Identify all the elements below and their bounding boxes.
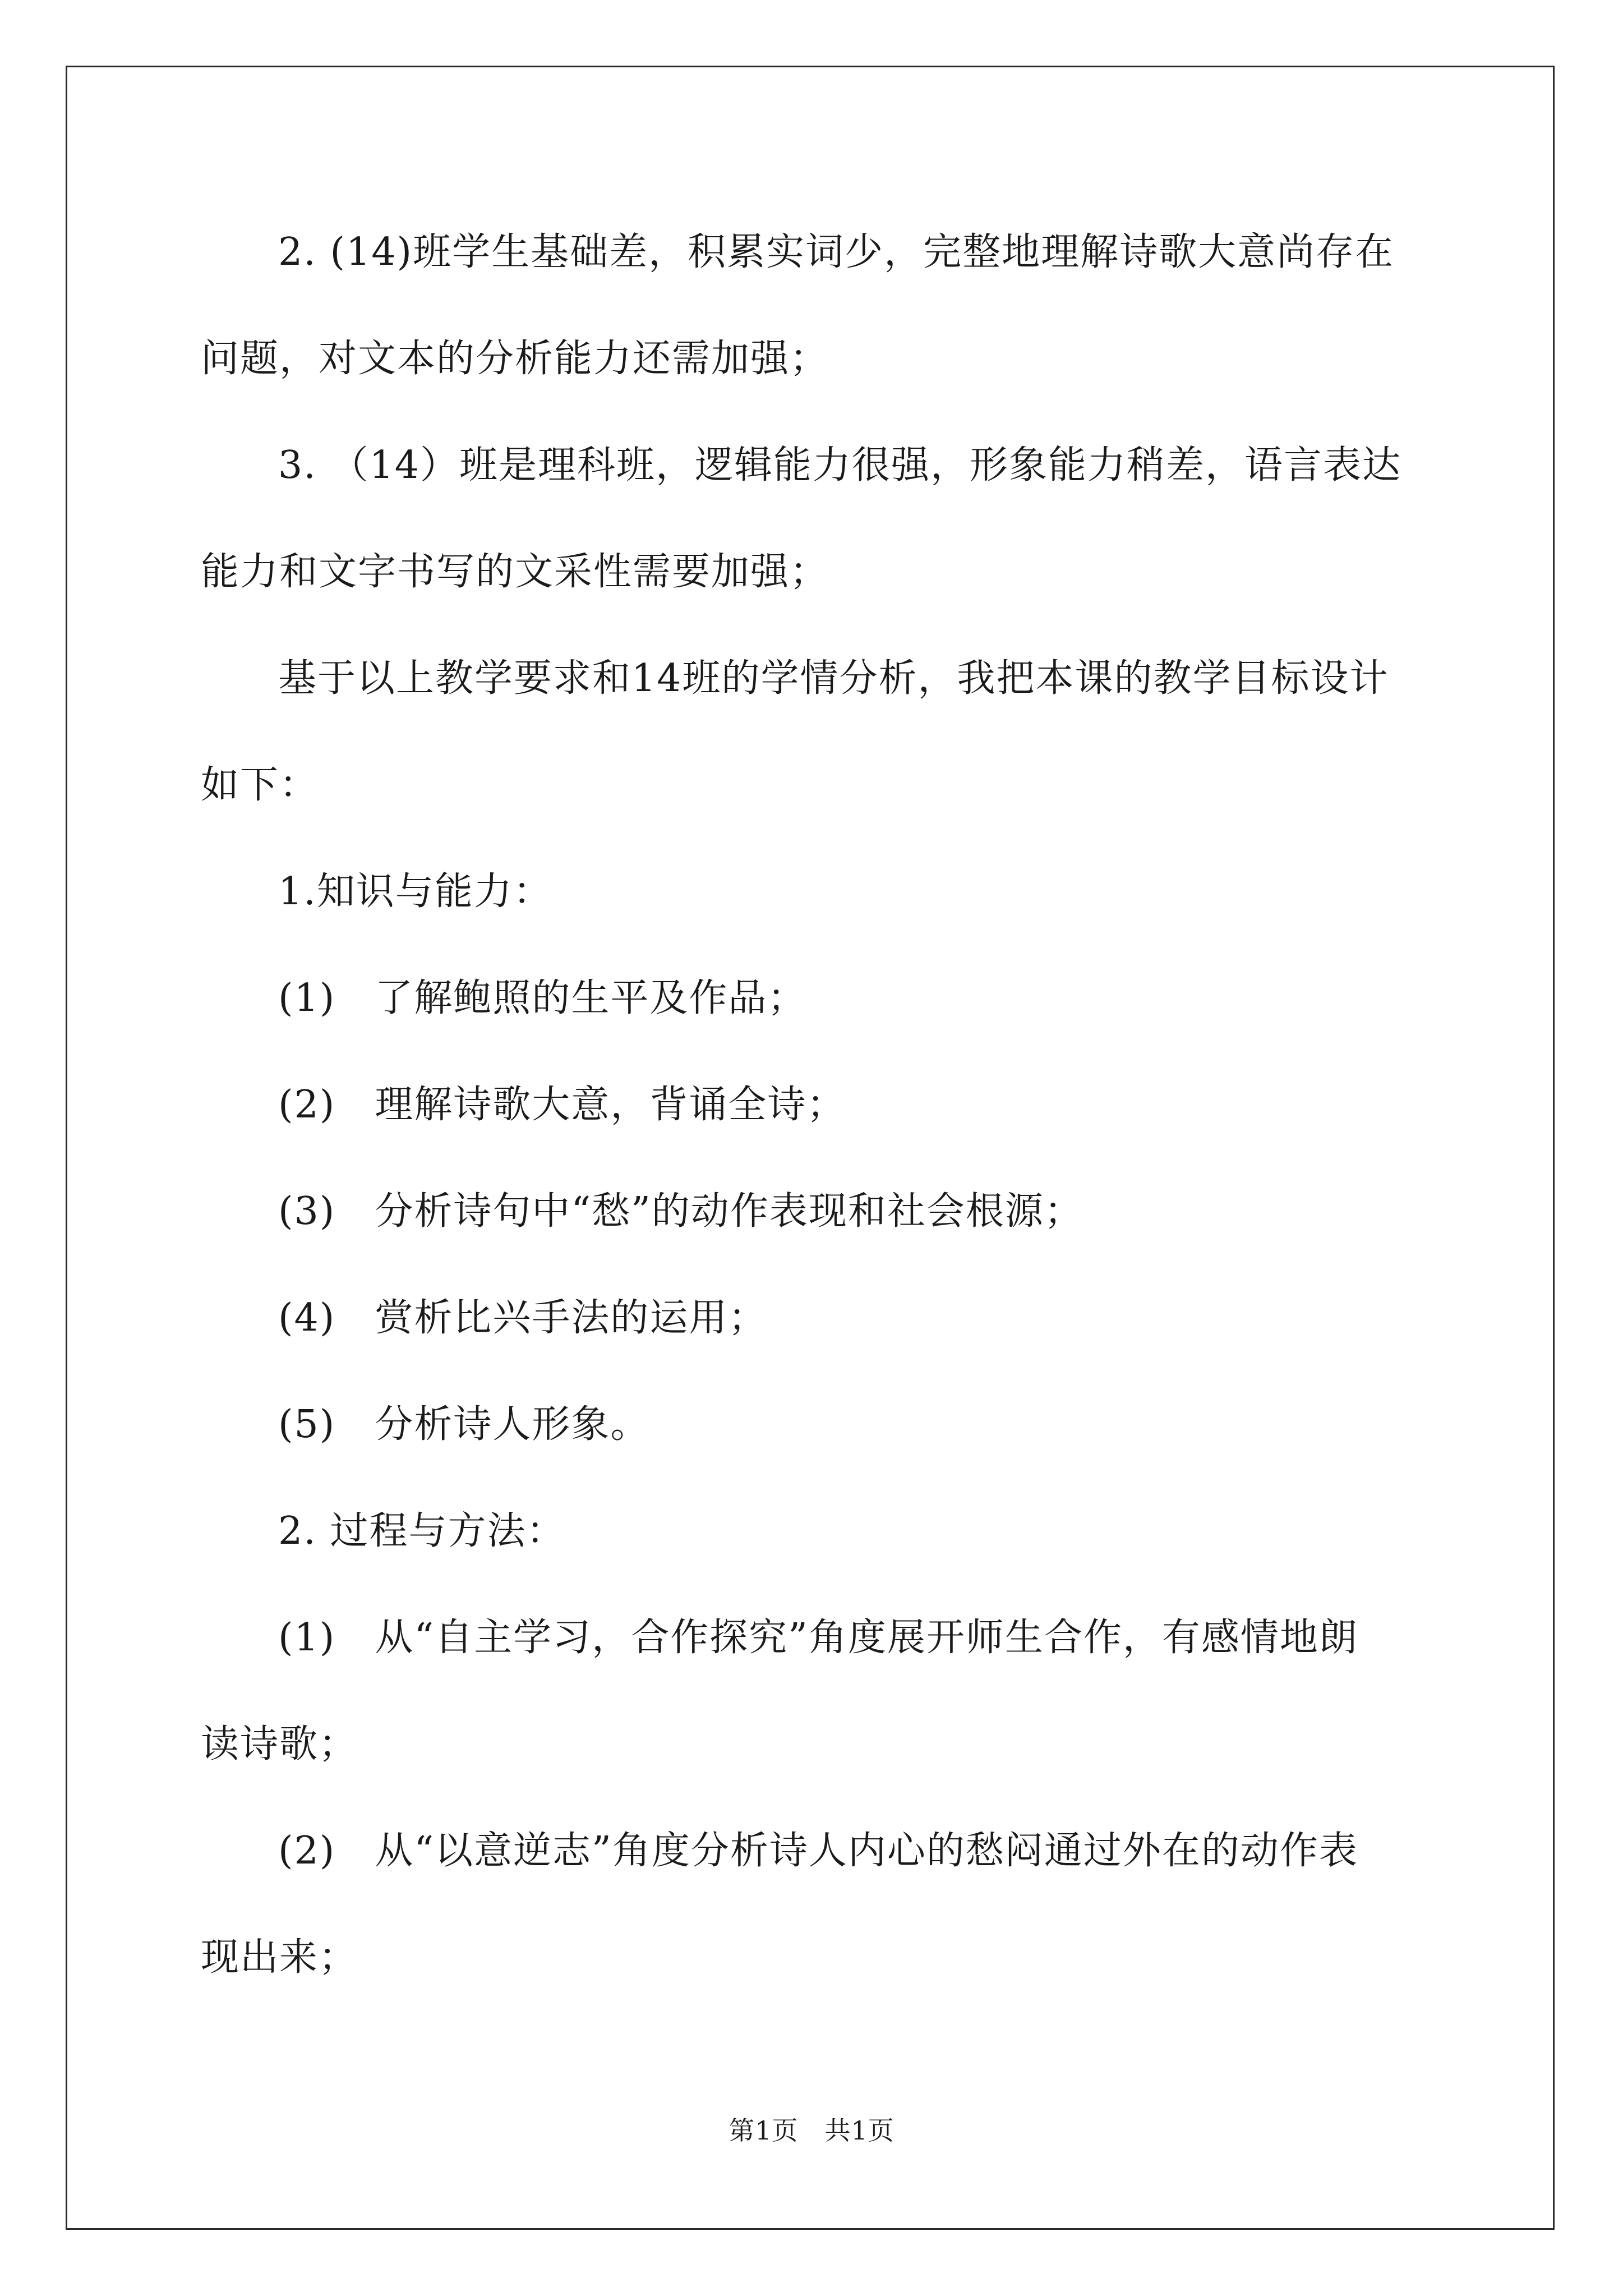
list-text: 分析诗句中“愁”的动作表现和社会根源； xyxy=(375,1189,1083,1234)
paragraph-line: 问题，对文本的分析能力还需加强； xyxy=(201,337,829,381)
list-item xyxy=(278,1823,1358,1879)
list-item xyxy=(278,1184,1083,1240)
list-text: 分析诗人形象。 xyxy=(375,1402,650,1447)
paragraph-line: 能力和文字书写的文采性需要加强； xyxy=(201,550,829,594)
paragraph-line: 基于以上教学要求和14班的学情分析，我把本课的教学目标设计 xyxy=(278,656,1389,701)
section-heading: 1.知识与能力： xyxy=(278,869,552,914)
list-text: 了解鲍照的生平及作品； xyxy=(375,976,807,1020)
page-border xyxy=(66,66,1555,2230)
list-number: (2) xyxy=(278,1083,336,1127)
paragraph-line: 如下： xyxy=(201,763,319,807)
list-text: 赏析比兴手法的运用； xyxy=(375,1296,768,1340)
list-number: (4) xyxy=(278,1296,336,1340)
list-number: (1) xyxy=(278,976,336,1020)
list-text: 从“以意逆志”角度分析诗人内心的愁闷通过外在的动作表 xyxy=(375,1829,1358,1873)
list-item xyxy=(278,970,806,1027)
list-number: (1) xyxy=(278,1616,336,1660)
paragraph-line: 3. （14）班是理科班，逻辑能力很强，形象能力稍差，语言表达 xyxy=(278,443,1402,487)
list-text: 理解诗歌大意，背诵全诗； xyxy=(375,1083,846,1127)
list-item xyxy=(278,1077,846,1133)
page-footer: 第1页 共1页 xyxy=(728,2115,895,2146)
list-item xyxy=(278,1290,767,1346)
list-number: (2) xyxy=(278,1829,336,1873)
list-item xyxy=(278,1610,1358,1666)
paragraph-line: 读诗歌； xyxy=(201,1722,358,1766)
list-number: (3) xyxy=(278,1189,336,1234)
paragraph-line: 2. (14)班学生基础差，积累实词少，完整地理解诗歌大意尚存在 xyxy=(278,230,1395,274)
list-number: (5) xyxy=(278,1402,336,1447)
paragraph-line: 现出来； xyxy=(201,1935,358,1980)
list-item xyxy=(278,1397,649,1453)
section-heading: 2. 过程与方法： xyxy=(278,1509,566,1553)
list-text: 从“自主学习，合作探究”角度展开师生合作，有感情地朗 xyxy=(375,1616,1358,1660)
